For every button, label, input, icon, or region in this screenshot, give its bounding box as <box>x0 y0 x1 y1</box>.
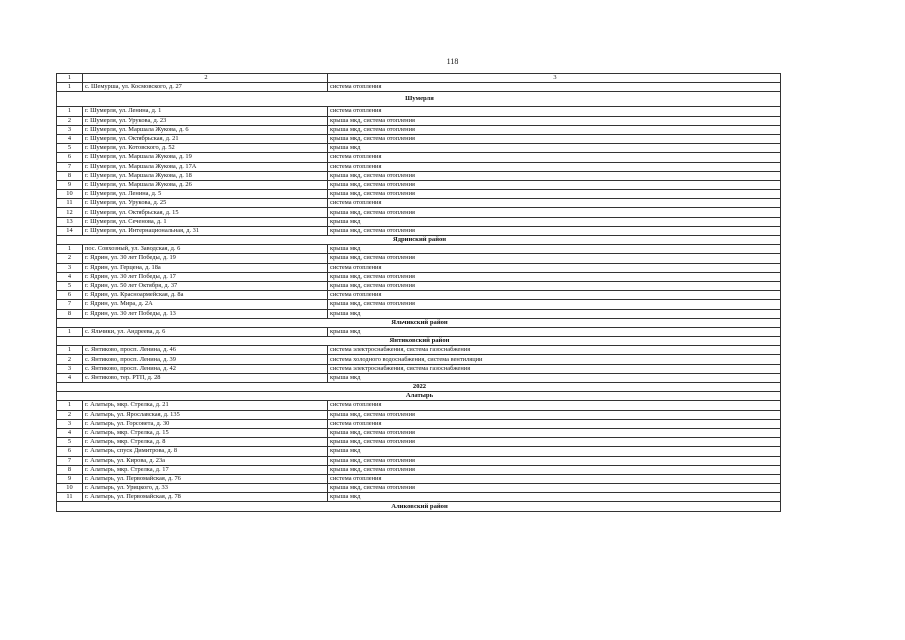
row-number: 5 <box>57 438 83 447</box>
row-work-type: крыша мкд, система отопления <box>328 465 781 474</box>
row-address: г. Ядрин, ул. 30 лет Победы, д. 17 <box>83 272 328 281</box>
row-address: г. Алатырь, ул. Первомайская, д. 76 <box>83 474 328 483</box>
row-address: г. Шумерля, ул. Октябрьская, д. 15 <box>83 208 328 217</box>
row-number: 5 <box>57 144 83 153</box>
row-address: г. Ядрин, ул. 30 лет Победы, д. 13 <box>83 309 328 318</box>
row-address: пос. Совхозный, ул. Заводская, д. 6 <box>83 245 328 254</box>
row-number: 2 <box>57 254 83 263</box>
row-address: г. Алатырь, ул. Кирова, д. 23а <box>83 456 328 465</box>
row-work-type: крыша мкд, система отопления <box>328 254 781 263</box>
row-address: г. Шумерля, ул. Сеченова, д. 1 <box>83 217 328 226</box>
row-address: г. Шумерля, ул. Маршала Жукова, д. 6 <box>83 125 328 134</box>
section-header-row <box>57 502 781 511</box>
row-work-type: система отопления <box>328 263 781 272</box>
row-number: 10 <box>57 484 83 493</box>
table-row <box>57 410 781 419</box>
table-row <box>57 134 781 143</box>
section-header-row <box>57 92 781 107</box>
table-row <box>57 438 781 447</box>
table-row <box>57 447 781 456</box>
row-work-type: крыша мкд, система отопления <box>328 180 781 189</box>
page-number: 118 <box>446 57 459 66</box>
row-address: г. Алатырь, мкр. Стрелка, д. 17 <box>83 465 328 474</box>
row-number: 1 <box>57 245 83 254</box>
row-work-type: крыша мкд, система отопления <box>328 456 781 465</box>
row-address: г. Шумерля, ул. Урукова, д. 25 <box>83 199 328 208</box>
row-number: 1 <box>57 107 83 116</box>
row-number: 2 <box>57 355 83 364</box>
row-address: г. Ядрин, ул. Красноармейская, д. 8а <box>83 291 328 300</box>
table-row <box>57 263 781 272</box>
section-header-row <box>57 392 781 401</box>
table-row <box>57 162 781 171</box>
row-address: г. Шумерля, ул. Маршала Жукова, д. 19 <box>83 153 328 162</box>
row-number: 3 <box>57 125 83 134</box>
table-row <box>57 144 781 153</box>
table-row <box>57 364 781 373</box>
row-address: г. Алатырь, ул. Горсовета, д. 30 <box>83 419 328 428</box>
section-title-alatyr: Алатырь <box>57 392 781 401</box>
table-row <box>57 465 781 474</box>
row-address: с. Янтиково, просп. Ленина, д. 39 <box>83 355 328 364</box>
row-work-type: крыша мкд, система отопления <box>328 300 781 309</box>
table-row <box>57 493 781 502</box>
row-number: 3 <box>57 263 83 272</box>
row-address: г. Ядрин, ул. Мира, д. 2А <box>83 300 328 309</box>
row-address: г. Шумерля, ул. Котовского, д. 52 <box>83 144 328 153</box>
row-work-type: крыша мкд, система отопления <box>328 438 781 447</box>
row-work-type: система отопления <box>328 401 781 410</box>
row-number: 4 <box>57 134 83 143</box>
row-work-type: крыша мкд <box>328 493 781 502</box>
row-work-type: крыша мкд, система отопления <box>328 125 781 134</box>
table-header-row <box>57 74 781 83</box>
table-row <box>57 272 781 281</box>
row-address: с. Янтиково, просп. Ленина, д. 42 <box>83 364 328 373</box>
table-row <box>57 346 781 355</box>
row-address: с. Янтиково, просп. Ленина, д. 46 <box>83 346 328 355</box>
section-header-row <box>57 318 781 327</box>
row-number: 4 <box>57 428 83 437</box>
row-work-type: крыша мкд, система отопления <box>328 208 781 217</box>
row-number: 3 <box>57 364 83 373</box>
section-title-shumerlya: Шумерля <box>57 92 781 107</box>
row-work-type: система отопления <box>328 291 781 300</box>
row-number: 4 <box>57 272 83 281</box>
row-work-type: система отопления <box>328 107 781 116</box>
row-work-type: система электроснабжения, система газоснабжения <box>328 346 781 355</box>
table-row <box>57 199 781 208</box>
row-number: 8 <box>57 309 83 318</box>
section-header-row <box>57 236 781 245</box>
row-address: г. Шумерля, ул. Октябрьская, д. 21 <box>83 134 328 143</box>
table-row <box>57 300 781 309</box>
repair-schedule-table <box>56 73 781 512</box>
table-row <box>57 217 781 226</box>
header-col-1: 1 <box>57 74 83 83</box>
row-work-type: система холодного водоснабжения, система вентиляции <box>328 355 781 364</box>
section-title-yalchik: Яльчикский район <box>57 318 781 327</box>
table-row <box>57 291 781 300</box>
row-number: 3 <box>57 419 83 428</box>
row-address: г. Ядрин, ул. 30 лет Победы, д. 19 <box>83 254 328 263</box>
row-number: 9 <box>57 474 83 483</box>
row-work-type: крыша мкд <box>328 327 781 336</box>
row-number: 1 <box>57 83 83 92</box>
row-number: 9 <box>57 180 83 189</box>
row-address: г. Шумерля, ул. Интернациональная, д. 31 <box>83 226 328 235</box>
row-work-type: крыша мкд <box>328 309 781 318</box>
section-title-year: 2022 <box>57 383 781 392</box>
table-row <box>57 153 781 162</box>
row-work-type: крыша мкд, система отопления <box>328 171 781 180</box>
table-row <box>57 116 781 125</box>
row-work-type: крыша мкд <box>328 245 781 254</box>
section-title-yantikovo: Янтиковский район <box>57 337 781 346</box>
row-number: 1 <box>57 346 83 355</box>
row-number: 2 <box>57 116 83 125</box>
section-header-row <box>57 383 781 392</box>
table-row <box>57 245 781 254</box>
row-address: г. Алатырь, спуск Димитрова, д. 8 <box>83 447 328 456</box>
row-work-type: система электроснабжения, система газоснабжения <box>328 364 781 373</box>
row-work-type: крыша мкд, система отопления <box>328 226 781 235</box>
row-number: 8 <box>57 171 83 180</box>
row-number: 14 <box>57 226 83 235</box>
table-row <box>57 327 781 336</box>
row-address: г. Шумерля, ул. Ленина, д. 5 <box>83 190 328 199</box>
row-work-type: крыша мкд <box>328 144 781 153</box>
table-row <box>57 355 781 364</box>
row-number: 4 <box>57 373 83 382</box>
row-number: 1 <box>57 401 83 410</box>
row-work-type: крыша мкд <box>328 217 781 226</box>
row-number: 7 <box>57 162 83 171</box>
table-row <box>57 190 781 199</box>
row-work-type: крыша мкд <box>328 373 781 382</box>
table-row <box>57 180 781 189</box>
table-row <box>57 254 781 263</box>
row-number: 2 <box>57 410 83 419</box>
row-address: г. Алатырь, ул. Ярославская, д. 135 <box>83 410 328 419</box>
table-row <box>57 226 781 235</box>
row-number: 12 <box>57 208 83 217</box>
row-work-type: система отопления <box>328 83 781 92</box>
row-address: г. Алатырь, мкр. Стрелка, д. 8 <box>83 438 328 447</box>
row-address: с. Яльчики, ул. Андреева, д. 6 <box>83 327 328 336</box>
row-work-type: крыша мкд, система отопления <box>328 410 781 419</box>
table-row <box>57 419 781 428</box>
row-work-type: крыша мкд, система отопления <box>328 116 781 125</box>
row-work-type: крыша мкд <box>328 447 781 456</box>
row-number: 6 <box>57 153 83 162</box>
row-address: г. Алатырь, ул. Первомайская, д. 78 <box>83 493 328 502</box>
row-address: г. Шумерля, ул. Урукова, д. 23 <box>83 116 328 125</box>
row-work-type: крыша мкд, система отопления <box>328 281 781 290</box>
row-address: г. Шумерля, ул. Маршала Жукова, д. 26 <box>83 180 328 189</box>
row-work-type: система отопления <box>328 474 781 483</box>
row-address: г. Шумерля, ул. Маршала Жукова, д. 17А <box>83 162 328 171</box>
table-row <box>57 83 781 92</box>
row-number: 10 <box>57 190 83 199</box>
row-work-type: система отопления <box>328 199 781 208</box>
row-address: г. Ядрин, ул. 50 лет Октября, д. 37 <box>83 281 328 290</box>
table-row <box>57 373 781 382</box>
row-work-type: крыша мкд, система отопления <box>328 134 781 143</box>
row-work-type: крыша мкд, система отопления <box>328 484 781 493</box>
row-work-type: система отопления <box>328 162 781 171</box>
row-number: 11 <box>57 493 83 502</box>
row-number: 13 <box>57 217 83 226</box>
row-number: 7 <box>57 300 83 309</box>
table-row <box>57 281 781 290</box>
section-header-row <box>57 337 781 346</box>
table-row <box>57 309 781 318</box>
row-work-type: крыша мкд, система отопления <box>328 190 781 199</box>
row-address: г. Шумерля, ул. Маршала Жукова, д. 18 <box>83 171 328 180</box>
row-address: с. Янтиково, тер. РТП, д. 28 <box>83 373 328 382</box>
row-work-type: крыша мкд, система отопления <box>328 428 781 437</box>
row-work-type: крыша мкд, система отопления <box>328 272 781 281</box>
row-number: 1 <box>57 327 83 336</box>
table-row <box>57 401 781 410</box>
row-address: г. Ядрин, ул. Герцена, д. 18а <box>83 263 328 272</box>
row-work-type: система отопления <box>328 419 781 428</box>
section-title-alikovo: Аликовский район <box>57 502 781 511</box>
row-number: 6 <box>57 447 83 456</box>
row-address: г. Алатырь, ул. Урицкого, д. 33 <box>83 484 328 493</box>
row-address: г. Алатырь, мкр. Стрелка, д. 15 <box>83 428 328 437</box>
table-row <box>57 171 781 180</box>
row-number: 11 <box>57 199 83 208</box>
table-row <box>57 107 781 116</box>
row-work-type: система отопления <box>328 153 781 162</box>
row-address: г. Шумерля, ул. Ленина, д. 1 <box>83 107 328 116</box>
header-col-3: 3 <box>328 74 781 83</box>
table-row <box>57 456 781 465</box>
table-row <box>57 428 781 437</box>
header-col-2: 2 <box>83 74 328 83</box>
row-address: г. Алатырь, мкр. Стрелка, д. 21 <box>83 401 328 410</box>
table-row <box>57 474 781 483</box>
row-address: с. Шемурша, ул. Космовского, д. 27 <box>83 83 328 92</box>
table-row <box>57 125 781 134</box>
row-number: 5 <box>57 281 83 290</box>
row-number: 6 <box>57 291 83 300</box>
section-title-yadrin: Ядринский район <box>57 236 781 245</box>
table-row <box>57 208 781 217</box>
row-number: 8 <box>57 465 83 474</box>
row-number: 7 <box>57 456 83 465</box>
table-row <box>57 484 781 493</box>
